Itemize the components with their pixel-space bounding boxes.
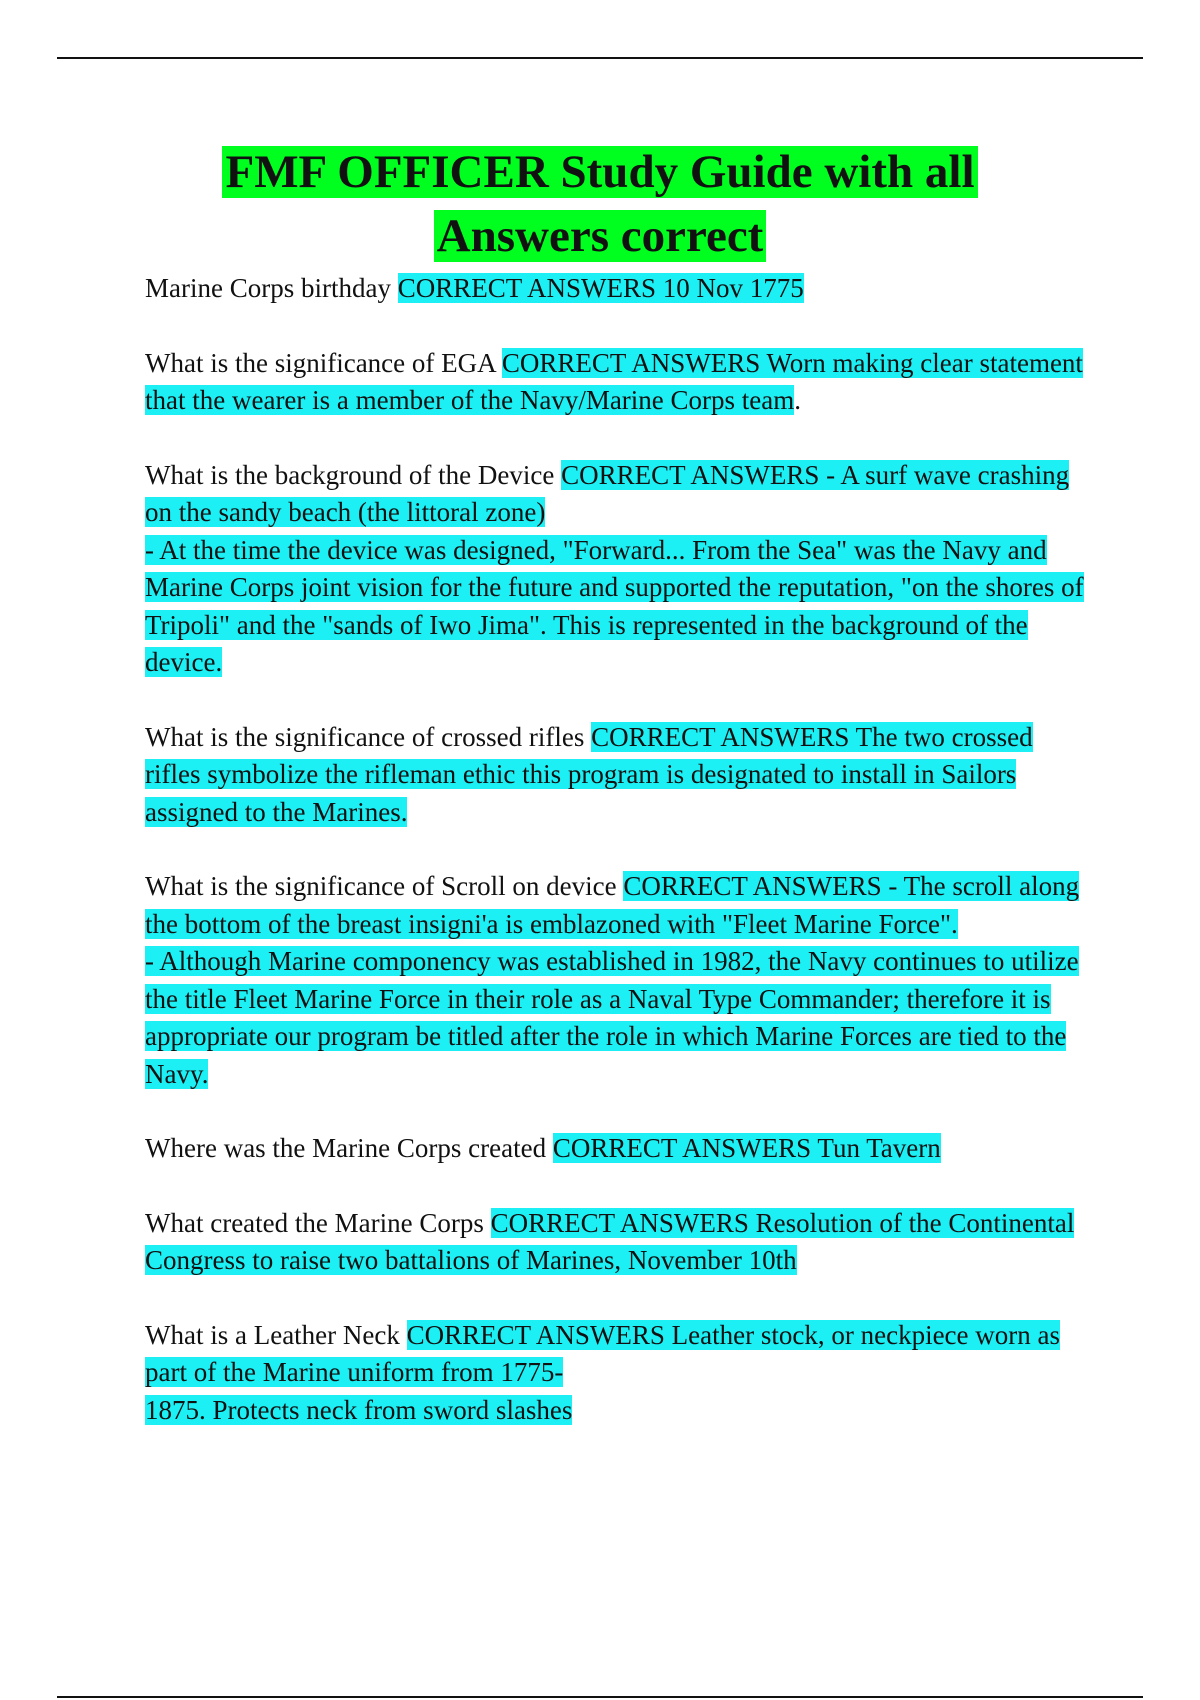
question: What created the Marine Corps: [145, 1207, 484, 1238]
question: What is the significance of crossed rifles: [145, 721, 585, 752]
question: Marine Corps birthday: [145, 273, 391, 303]
answer: CORRECT ANSWERS Worn making clear statement that the wearer is a member of the Navy/Marine Corps team: [145, 347, 1083, 415]
title-line-1: FMF OFFICER Study Guide with all: [222, 146, 977, 198]
qa-item: [145, 1317, 1085, 1430]
title-line-2: Answers correct: [434, 210, 767, 262]
qa-list: [145, 270, 1085, 1466]
question: What is the background of the Device: [145, 459, 555, 490]
answer-continuation: 1875. Protects neck from sword slashes: [145, 1394, 573, 1425]
answer: CORRECT ANSWERS - A surf wave crashing on the sandy beach (the littoral zone): [145, 459, 1070, 527]
answer: CORRECT ANSWERS 10 Nov 1775: [397, 273, 804, 303]
answer-tail: .: [794, 385, 802, 415]
qa-item: [145, 1205, 1085, 1280]
question: Where was the Marine Corps created: [145, 1133, 547, 1163]
qa-item: [145, 345, 1085, 420]
answer: CORRECT ANSWERS Resolution of the Continental Congress to raise two battalions of Marines, November 10th: [145, 1207, 1075, 1275]
answer: CORRECT ANSWERS Tun Tavern: [552, 1133, 941, 1163]
answer: CORRECT ANSWERS - The scroll along the bottom of the breast insigni'a is emblazoned with "Fleet Marine Force".: [145, 871, 1080, 939]
answer: CORRECT ANSWERS The two crossed rifles symbolize the rifleman ethic this program is designated to install in Sailors assigned to the Marines.: [145, 721, 1033, 827]
answer-continuation: - At the time the device was designed, "Forward... From the Sea" was the Navy and Marine Corps joint vision for the future and supported the reputation, "on the shores of Tripoli" and the "sands of Iwo Jima". This is represented in the background of the device.: [145, 534, 1084, 677]
qa-item: [145, 868, 1085, 1093]
top-rule: [57, 57, 1143, 59]
qa-item: [145, 457, 1085, 682]
qa-item: [145, 719, 1085, 832]
bottom-rule: [57, 1696, 1143, 1698]
question: What is the significance of Scroll on device: [145, 871, 617, 901]
question: What is the significance of EGA: [145, 347, 496, 378]
qa-item: [145, 270, 1085, 308]
answer: CORRECT ANSWERS Leather stock, or neckpiece worn as part of the Marine uniform from 1775-: [145, 1319, 1061, 1387]
question: What is a Leather Neck: [145, 1319, 400, 1350]
answer-continuation: - Although Marine componency was established in 1982, the Navy continues to utilize the title Fleet Marine Force in their role as a Naval Type Commander; therefore it is appropriate our program be titled after the role in which Marine Forces are tied to the Navy.: [145, 946, 1079, 1089]
document-title: [100, 140, 1100, 268]
qa-item: [145, 1130, 1085, 1168]
